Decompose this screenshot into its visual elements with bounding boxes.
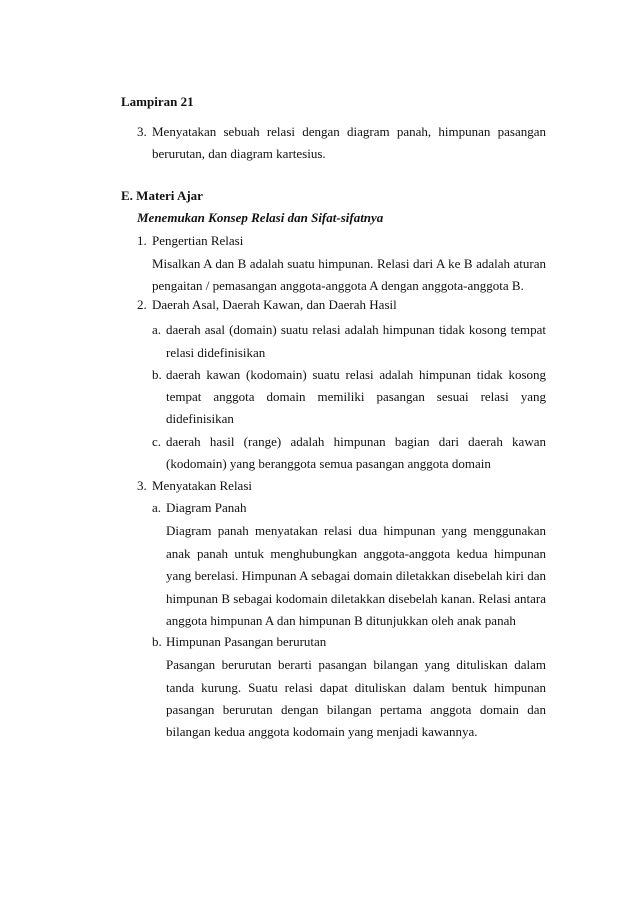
item-3-label: Menyatakan Relasi	[152, 478, 252, 493]
item-1-number: 1.	[137, 233, 147, 248]
item-3b-line-3: pasangan berurutan dengan bilangan pertama anggota domain dan	[166, 702, 546, 717]
intro-line-1: Menyatakan sebuah relasi dengan diagram panah, himpunan pasangan	[152, 124, 546, 139]
item-2b-line-3: didefinisikan	[166, 411, 234, 426]
item-2b-line-2: tempat anggota domain memiliki pasangan sesuai relasi yang	[166, 389, 546, 404]
item-2a-line-2: relasi didefinisikan	[166, 345, 266, 360]
item-3-number: 3.	[137, 478, 147, 493]
item-2c-line-2: (kodomain) yang beranggota semua pasangan anggota domain	[166, 456, 491, 471]
item-3a-line-3: yang berelasi. Himpunan A sebagai domain diletakkan disebelah kiri dan	[166, 568, 546, 583]
item-3b-marker: b.	[152, 634, 162, 649]
item-2a-marker: a.	[152, 322, 162, 337]
item-2-number: 2.	[137, 297, 147, 312]
item-1-line-1: Misalkan A dan B adalah suatu himpunan. Relasi dari A ke B adalah aturan	[152, 256, 546, 271]
item-1-line-2: pengaitan / pemasangan anggota-anggota A dengan anggota-anggota B.	[152, 278, 524, 293]
item-2b-marker: b.	[152, 367, 162, 382]
item-3b-line-2: tanda kurung. Suatu relasi dapat dituliskan dalam bentuk himpunan	[166, 680, 546, 695]
intro-line-2: berurutan, dan diagram kartesius.	[152, 146, 326, 161]
item-2b-line-1: daerah kawan (kodomain) suatu relasi adalah himpunan tidak kosong	[166, 367, 546, 382]
item-1-label: Pengertian Relasi	[152, 233, 244, 248]
section-title: E. Materi Ajar	[121, 188, 203, 203]
item-2a-line-1: daerah asal (domain) suatu relasi adalah himpunan tidak kosong tempat	[166, 322, 546, 337]
item-3a-line-1: Diagram panah menyatakan relasi dua himpunan yang menggunakan	[166, 523, 546, 538]
item-3a-line-2: anak panah untuk menghubungkan anggota-anggota kedua himpunan	[166, 546, 546, 561]
item-2-label: Daerah Asal, Daerah Kawan, dan Daerah Hasil	[152, 297, 397, 312]
item-2c-line-1: daerah hasil (range) adalah himpunan bagian dari daerah kawan	[166, 434, 546, 449]
item-3a-line-4: himpunan B sebagai kodomain diletakkan disebelah kanan. Relasi antara	[166, 591, 546, 606]
item-3a-label: Diagram Panah	[166, 500, 247, 515]
item-2c-marker: c.	[152, 434, 162, 449]
item-3b-line-4: bilangan kedua anggota kodomain yang menjadi kawannya.	[166, 724, 478, 739]
section-subtitle: Menemukan Konsep Relasi dan Sifat-sifatnya	[137, 210, 384, 225]
item-3b-line-1: Pasangan berurutan berarti pasangan bilangan yang dituliskan dalam	[166, 657, 546, 672]
item-3a-marker: a.	[152, 500, 162, 515]
page-heading: Lampiran 21	[121, 94, 194, 109]
intro-number: 3.	[137, 124, 147, 139]
item-3b-label: Himpunan Pasangan berurutan	[166, 634, 327, 649]
item-3a-line-5: anggota himpunan A dan himpunan B ditunjukkan oleh anak panah	[166, 613, 516, 628]
